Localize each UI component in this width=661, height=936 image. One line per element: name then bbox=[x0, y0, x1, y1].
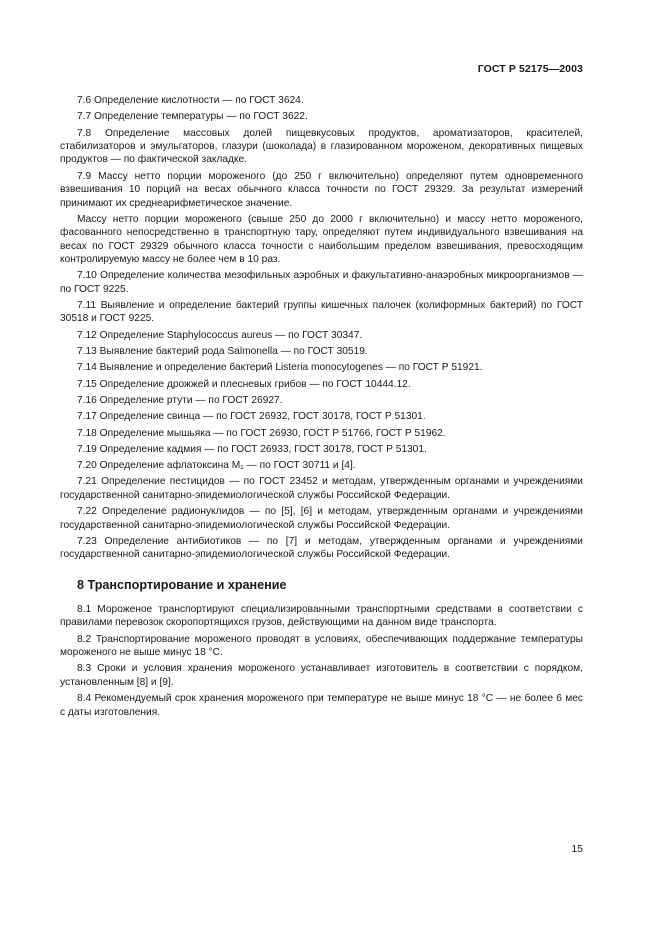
paragraph: 7.23 Определение антибиотиков — по [7] и методам, утвержденным органами и учреждениями государственной санитарно-эпидемиологической службы Российской Федерации. bbox=[60, 535, 583, 561]
paragraph: 7.6 Определение кислотности — по ГОСТ 3624. bbox=[77, 95, 304, 106]
paragraph: Массу нетто порции мороженого (свыше 250 до 2000 г включительно) и массу нетто мороженого, фасованного непосредственно в транспортную тару, определяют путем индивидуального взвешивания на весах по ГОСТ 29329 обычного класса точности с наибольшим пределом взвешивания, превосходящим контролируемую массу не более чем в 10 раз. bbox=[60, 213, 583, 266]
paragraph: 7.22 Определение радионуклидов — по [5], [6] и методам, утвержденным органами и учреждениями государственной санитарно-эпидемиологической службы Российской Федерации. bbox=[60, 506, 583, 531]
paragraph: 8.1 Мороженое транспортируют специализированными транспортными средствами в соответствии с правилами перевозок скоропортящихся грузов, действующими на данном виде транспорта. bbox=[60, 604, 583, 629]
paragraph: 7.15 Определение дрожжей и плесневых грибов — по ГОСТ 10444.12. bbox=[77, 378, 411, 390]
paragraph: 7.21 Определение пестицидов — по ГОСТ 23452 и методам, утвержденным органами и учреждениями государственной санитарно-эпидемиологической службы Российской Федерации. bbox=[60, 476, 583, 501]
paragraph: 7.12 Определение Staphylococcus aureus — по ГОСТ 30347. bbox=[77, 329, 363, 341]
paragraph: 8.2 Транспортирование мороженого проводят в условиях, обеспечивающих поддержание температуры мороженого не выше минус 18 °С. bbox=[60, 633, 583, 659]
paragraph: 7.14 Выявление и определение бактерий Listeria monocytogenes — по ГОСТ Р 51921. bbox=[77, 362, 483, 374]
section-heading: 8 Транспортирование и хранение bbox=[77, 577, 287, 592]
paragraph: 7.7 Определение температуры — по ГОСТ 3622. bbox=[77, 111, 308, 123]
paragraph: 8.4 Рекомендуемый срок хранения мороженого при температуре не выше минус 18 °С — не более 6 мес с даты изготовления. bbox=[60, 693, 583, 718]
paragraph: 7.13 Выявление бактерий рода Salmonella — по ГОСТ 30519. bbox=[77, 346, 368, 358]
standard-header: ГОСТ Р 52175—2003 bbox=[477, 63, 583, 75]
paragraph: 7.18 Определение мышьяка — по ГОСТ 26930, ГОСТ Р 51766, ГОСТ Р 51962. bbox=[77, 427, 446, 439]
paragraph: 7.20 Определение афлатоксина M₁ — по ГОСТ 30711 и [4]. bbox=[77, 460, 356, 472]
page-number: 15 bbox=[571, 843, 583, 855]
document-body bbox=[60, 94, 583, 722]
paragraph: 7.11 Выявление и определение бактерий группы кишечных палочек (колиформных бактерий) по ГОСТ 30518 и ГОСТ 9225. bbox=[60, 300, 583, 325]
paragraph: 7.10 Определение количества мезофильных аэробных и факультативно-анаэробных микроорганизмов — по ГОСТ 9225. bbox=[60, 270, 583, 295]
paragraph: 7.8 Определение массовых долей пищевкусовых продуктов, ароматизаторов, красителей, стабилизаторов и эмульгаторов, глазури (шоколада) в глазированном мороженом, декоративных пищевых продуктов — по фактической закладке. bbox=[60, 127, 583, 166]
paragraph: 8.3 Сроки и условия хранения мороженого устанавливает изготовитель в соответствии с порядком, установленным [8] и [9]. bbox=[60, 663, 583, 688]
paragraph: 7.9 Массу нетто порции мороженого (до 250 г включительно) определяют путем одновременного взвешивания 10 порций на весах обычного класса точности по ГОСТ 29329. За результат измерений принимают их среднеарифметическое значение. bbox=[60, 170, 583, 209]
paragraph: 7.19 Определение кадмия — по ГОСТ 26933, ГОСТ 30178, ГОСТ Р 51301. bbox=[77, 443, 427, 455]
paragraph: 7.16 Определение ртути — по ГОСТ 26927. bbox=[77, 394, 283, 406]
paragraph: 7.17 Определение свинца — по ГОСТ 26932, ГОСТ 30178, ГОСТ Р 51301. bbox=[77, 411, 426, 423]
